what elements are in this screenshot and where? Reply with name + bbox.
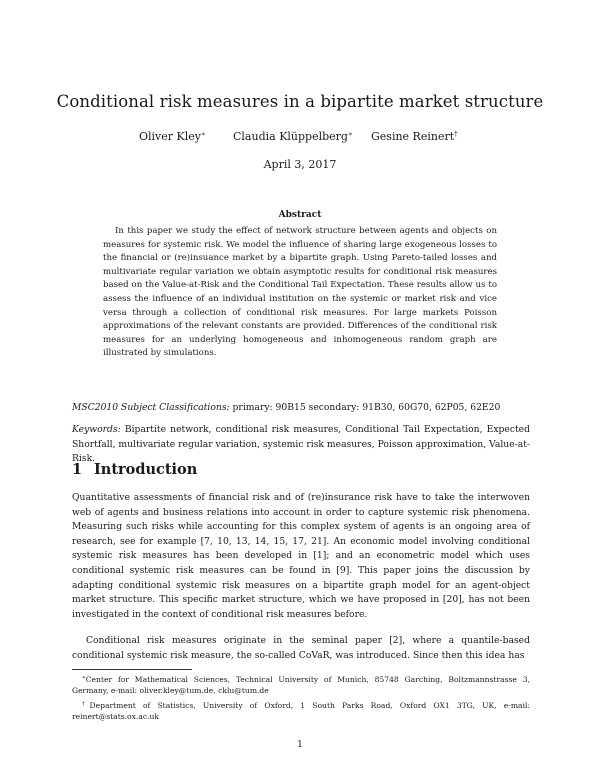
author-name: Gesine Reinert	[371, 130, 455, 143]
section-number: 1	[72, 461, 83, 478]
keywords-text: Bipartite network, conditional risk measures, Conditional Tail Expectation, Expected Shortfall, multivariate regular variation, systemic risk measures, Poisson approximation, Value-at-Risk.	[72, 424, 530, 464]
author-name: Claudia Klüppelberg	[233, 130, 348, 143]
section-heading	[72, 461, 197, 478]
author-kluppelberg	[233, 130, 353, 143]
footnote-rule	[72, 669, 192, 670]
abstract-text: In this paper we study the effect of network structure between agents and objects on measures for systemic risk. We model the influence of sharing large exogeneous losses to the financial or (re)insuance market by a bipartite graph. Using Pareto-tailed losses and multivariate regular variation we obtain asymptotic results for conditional risk measures based on the Value-at-Risk and the Conditional Tail Expectation. These results allow us to assess the influence of an individual institution on the systemic or market risk and vice versa through a collection of conditional risk measures. For large markets Poisson approximations of the relevant constants are provided. Differences of the conditional risk measures for an underlying homogeneous and inhomogeneous random graph are illustrated by simulations.	[103, 226, 497, 359]
msc-label: MSC2010 Subject Classifications:	[72, 402, 230, 413]
footnote-text: Department of Statistics, University of Oxford, 1 South Parks Road, Oxford OX1 3TG, UK, e-mail: reinert@stats.ox.ac.uk	[72, 701, 531, 722]
intro-paragraph-1: Quantitative assessments of financial risk and of (re)insurance risk have to take the interwoven web of agents and business relations into account in order to capture systemic risk phenomena. Measuring such risks while accounting for this complex system of agents is an ongoing area of research, see for example [7, 10, 13, 14, 15, 17, 21]. An economic model involving conditional systemic risk measures has been developed in [1]; and an econometric model which uses conditional systemic risk measures can be found in [9]. This paper joins the discussion by adapting conditional systemic risk measures on a bipartite graph model for an agent-object market structure. This specific market structure, which we have proposed in [20], has not been investigated in the context of conditional risk measures before.	[72, 492, 530, 620]
paper-date: April 3, 2017	[263, 158, 337, 171]
affiliation-mark: ∗	[347, 130, 353, 138]
footnote-mark: ∗	[82, 675, 86, 681]
page-number: 1	[297, 740, 303, 750]
keywords-label: Keywords:	[72, 424, 121, 435]
abstract-heading: Abstract	[278, 210, 322, 220]
keywords	[72, 423, 530, 467]
intro-paragraph-2: Conditional risk measures originate in the seminal paper [2], where a quantile-based conditional systemic risk measure, the so-called CoVaR, was introduced. Since then this idea has	[72, 635, 530, 661]
affiliation-mark: †	[454, 130, 458, 138]
footnote-2	[72, 699, 530, 722]
footnote-1	[72, 673, 530, 696]
paper-title: Conditional risk measures in a bipartite market structure	[56, 92, 544, 111]
author-reinert	[371, 130, 458, 143]
affiliation-mark: ∗	[201, 130, 206, 138]
msc-codes: primary: 90B15 secondary: 91B30, 60G70, 62P05, 62E20	[229, 402, 501, 413]
author-kley	[139, 130, 206, 143]
author-name: Oliver Kley	[139, 130, 201, 143]
section-title: Introduction	[94, 461, 198, 478]
footnote-text: Center for Mathematical Sciences, Technical University of Munich, 85748 Garching, Boltzmannstrasse 3, Germany, e-mail: oliver.kley@tum.de, cklu@tum.de	[72, 675, 530, 696]
footnote-mark: †	[82, 701, 90, 707]
msc-classifications	[72, 402, 532, 413]
